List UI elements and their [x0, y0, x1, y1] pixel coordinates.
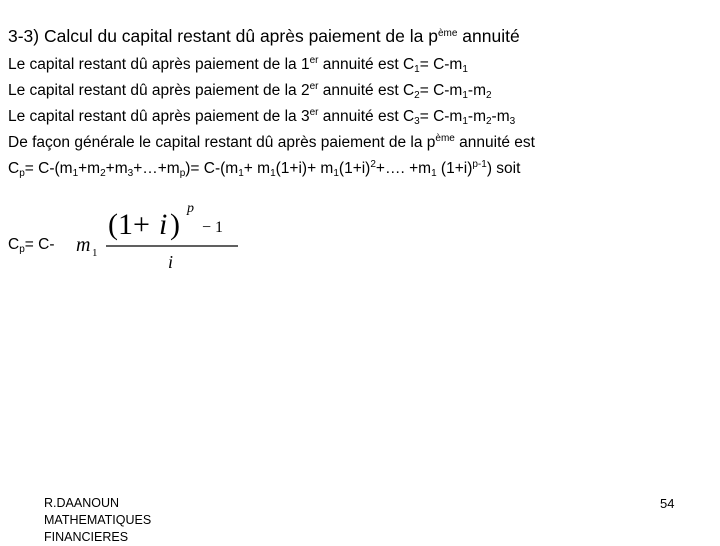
cp-label: $C_p= C-$	[8, 236, 55, 255]
formula-base: (1+	[108, 208, 150, 241]
page-number: 54	[660, 496, 675, 511]
text-line-2: Le capital restant dû après paiement de la 2er annuité est $C_2= C-m_1-m_2$	[8, 81, 492, 101]
text-line-5: $C_p=$ $C-(m_1+m_2+m_3+\dots+m_p)= C-(m_1+ m_1(1+i)+$ $m_1(1+i)^2+\dots$. $+m_1$ $(1+i)^{p-1}$) soit	[8, 159, 521, 179]
formula-m: m	[76, 234, 91, 256]
formula-minus-one: − 1	[202, 219, 224, 236]
annuity-formula	[70, 200, 250, 280]
formula-close: )	[170, 208, 180, 241]
footer-author: R.DAANOUN MATHEMATIQUES FINANCIERES	[44, 496, 152, 544]
formula-denominator: i	[168, 252, 174, 272]
text-line-3: Le capital restant dû après paiement de la 3er annuité est $C_3= C-m_1-m_2-m_3$	[8, 107, 516, 127]
section-heading: 3-3) Calcul du capital restant dû après paiement de la $p^{ème}$ annuité	[8, 26, 520, 46]
formula-var: i	[159, 208, 168, 241]
text-line-4: De façon générale le capital restant dû après paiement de la $p^{ème}$ annuité est	[8, 133, 535, 151]
formula-exp: p	[187, 201, 194, 216]
formula-m-sub: 1	[92, 247, 98, 259]
text-line-1: Le capital restant dû après paiement de la 1er annuité est $C_1= C-m_1$	[8, 55, 468, 75]
